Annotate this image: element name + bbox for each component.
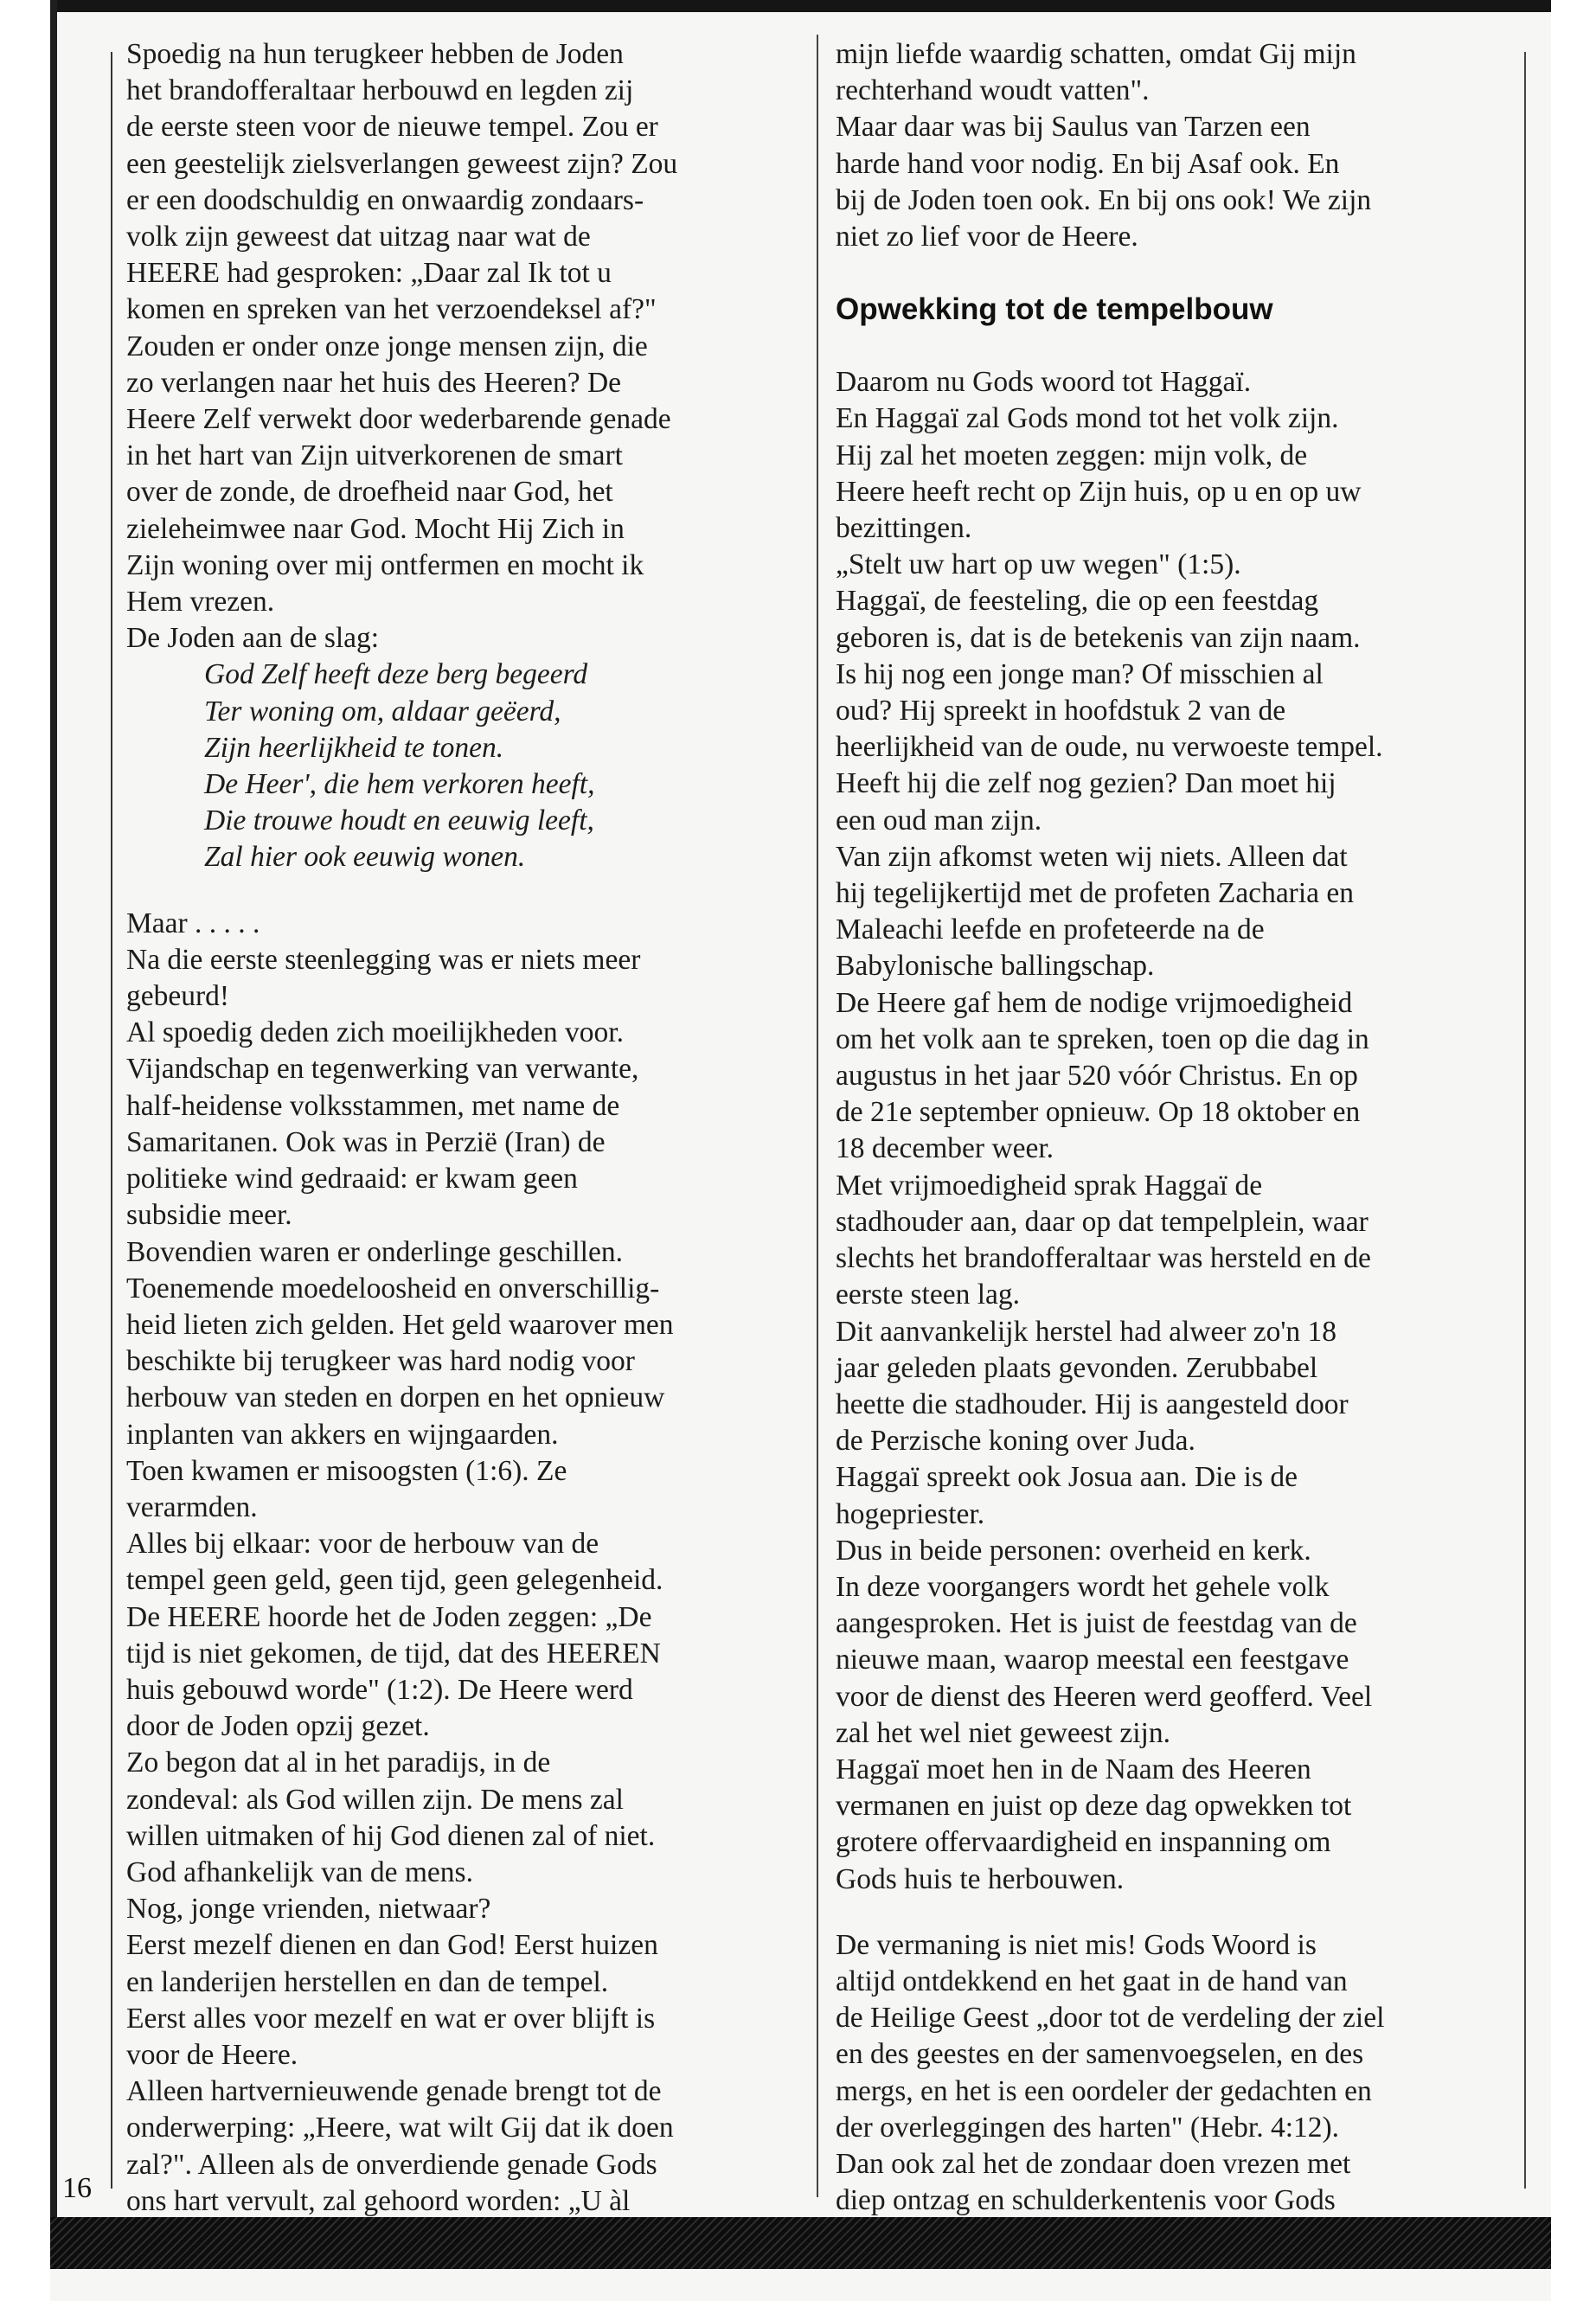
text-line: Nog, jonge vrienden, nietwaar? xyxy=(126,1893,491,1926)
text-line: in het hart van Zijn uitverkorenen de smart xyxy=(126,439,623,472)
text-line: de Perzische koning over Juda. xyxy=(836,1425,1195,1458)
text-line: huis gebouwd worde" (1:2). De Heere werd xyxy=(126,1673,633,1706)
text-line: Spoedig na hun terugkeer hebben de Joden xyxy=(126,38,624,70)
text-line: altijd ontdekkend en het gaat in de hand van xyxy=(836,1965,1348,1997)
text-line: harde hand voor nodig. En bij Asaf ook. En xyxy=(836,147,1340,180)
text-line: half-heidense volksstammen, met name de xyxy=(126,1089,620,1122)
text-line: heid lieten zich gelden. Het geld waarover men xyxy=(126,1308,674,1341)
text-line: en landerijen herstellen en dan de tempel. xyxy=(126,1965,609,1998)
text-line: God Zelf heeft deze berg begeerd xyxy=(204,658,588,691)
bottom-border-bar xyxy=(50,2217,1551,2269)
text-line: Dan ook zal het de zondaar doen vrezen met xyxy=(836,2147,1351,2180)
text-line: hij tegelijkertijd met de profeten Zacharia en xyxy=(836,877,1355,910)
text-line: tempel geen geld, geen tijd, geen gelegenheid. xyxy=(126,1564,663,1597)
text-line: „Stelt uw hart op uw wegen" (1:5). xyxy=(836,548,1241,581)
text-line: Dit aanvankelijk herstel had alweer zo'n 18 xyxy=(836,1315,1337,1348)
text-line: zal?". Alleen als de onverdiende genade Gods xyxy=(126,2148,657,2181)
text-line: Toenemende moedeloosheid en onverschillig- xyxy=(126,1272,660,1304)
text-line: politieke wind gedraaid: er kwam geen xyxy=(126,1163,578,1195)
text-line: een oud man zijn. xyxy=(836,804,1042,836)
text-line: nieuwe maan, waarop meestal een feestgave xyxy=(836,1644,1349,1676)
text-line: Zal hier ook eeuwig wonen. xyxy=(204,841,526,874)
text-line: gebeurd! xyxy=(126,980,230,1013)
right-paragraph-2 xyxy=(836,364,1510,1898)
text-line: HEERE had gesproken: „Daar zal Ik tot u xyxy=(126,257,612,290)
text-line: Maar . . . . . xyxy=(126,907,260,939)
text-line: niet zo lief voor de Heere. xyxy=(836,221,1138,253)
right-paragraph-1 xyxy=(836,36,1510,255)
text-line: En Haggaï zal Gods mond tot het volk zijn. xyxy=(836,402,1339,435)
text-line: door de Joden opzij gezet. xyxy=(126,1710,430,1743)
text-line: In deze voorgangers wordt het gehele volk xyxy=(836,1570,1330,1603)
text-line: jaar geleden plaats gevonden. Zerubbabel xyxy=(836,1351,1318,1384)
text-line: en des geestes en der samenvoegselen, en des xyxy=(836,2038,1364,2071)
text-line: herbouw van steden en dorpen en het opnieuw xyxy=(126,1381,665,1414)
text-line: Gods huis te herbouwen. xyxy=(836,1862,1125,1895)
text-line: Maleachi leefde en profeteerde na de xyxy=(836,913,1265,946)
text-line: ons hart vervult, zal gehoord worden: „U àl xyxy=(126,2184,631,2217)
text-line: De Joden aan de slag: xyxy=(126,622,380,655)
paragraph-gap xyxy=(836,1898,1510,1927)
text-line: aangesproken. Het is juist de feestdag van de xyxy=(836,1607,1357,1640)
text-line: Ter woning om, aldaar geëerd, xyxy=(204,695,561,727)
text-line: Maar daar was bij Saulus van Tarzen een xyxy=(836,111,1311,144)
text-line: een geestelijk zielsverlangen geweest zijn? Zou xyxy=(126,147,678,180)
text-line: over de zonde, de droefheid naar God, het xyxy=(126,476,613,509)
text-line: zondeval: als God willen zijn. De mens zal xyxy=(126,1783,624,1816)
text-line: Hij zal het moeten zeggen: mijn volk, de xyxy=(836,439,1308,471)
text-line: om het volk aan te spreken, toen op die dag in xyxy=(836,1022,1369,1055)
text-line: Eerst alles voor mezelf en wat er over blijft is xyxy=(126,2002,656,2035)
text-line: er een doodschuldig en onwaardig zondaars- xyxy=(126,183,644,216)
text-line: Heeft hij die zelf nog gezien? Dan moet hij xyxy=(836,767,1336,800)
text-line: volk zijn geweest dat uitzag naar wat de xyxy=(126,221,591,253)
text-line: zieleheimwee naar God. Mocht Hij Zich in xyxy=(126,512,625,545)
text-line: vermanen en juist op deze dag opwekken tot xyxy=(836,1790,1352,1823)
right-paragraph-3 xyxy=(836,1927,1510,2220)
text-line: oud? Hij spreekt in hoofdstuk 2 van de xyxy=(836,695,1286,727)
right-text-column xyxy=(836,36,1510,2219)
text-line: Alles bij elkaar: voor de herbouw van de xyxy=(126,1528,599,1561)
text-line: Die trouwe houdt en eeuwig leeft, xyxy=(204,804,594,837)
text-line: mergs, en het is een oordeler der gedachten en xyxy=(836,2074,1372,2107)
text-line: Dus in beide personen: overheid en kerk. xyxy=(836,1534,1311,1567)
text-line: Toen kwamen er misoogsten (1:6). Ze xyxy=(126,1454,567,1487)
text-line: Hem vrezen. xyxy=(126,586,275,619)
text-line: Na die eerste steenlegging was er niets meer xyxy=(126,943,641,976)
text-line: Babylonische ballingschap. xyxy=(836,950,1155,983)
text-line: Alleen hartvernieuwende genade brengt tot de xyxy=(126,2075,662,2108)
text-line: mijn liefde waardig schatten, omdat Gij mijn xyxy=(836,38,1356,70)
text-line: Daarom nu Gods woord tot Haggaï. xyxy=(836,366,1252,399)
text-line: komen en spreken van het verzoendeksel af?" xyxy=(126,293,657,326)
text-line: voor de Heere. xyxy=(126,2038,298,2071)
text-line: zal het wel niet geweest zijn. xyxy=(836,1716,1170,1749)
text-line: De Heere gaf hem de nodige vrijmoedigheid xyxy=(836,986,1353,1019)
text-line: God afhankelijk van de mens. xyxy=(126,1856,473,1888)
column-divider-rule xyxy=(817,35,818,2197)
text-line: de Heilige Geest „door tot de verdeling der ziel xyxy=(836,2002,1385,2035)
text-line: hogepriester. xyxy=(836,1497,985,1530)
text-line: Heere Zelf verwekt door wederbarende genade xyxy=(126,403,671,436)
text-line: bij de Joden toen ook. En bij ons ook! We zijn xyxy=(836,183,1372,216)
text-line: voor de dienst des Heeren werd geofferd. Veel xyxy=(836,1680,1373,1713)
text-line: diep ontzag en schulderkentenis voor Gods xyxy=(836,2184,1336,2217)
text-line: Vijandschap en tegenwerking van verwante, xyxy=(126,1053,639,1086)
left-margin-rule xyxy=(111,52,112,2189)
right-margin-rule xyxy=(1524,52,1526,2189)
text-line: Haggaï, de feesteling, die op een feestdag xyxy=(836,585,1319,618)
text-line: slechts het brandofferaltaar was hersteld en de xyxy=(836,1242,1371,1275)
text-line: Heere heeft recht op Zijn huis, op u en op uw xyxy=(836,475,1362,508)
text-line: Zouden er onder onze jonge mensen zijn, die xyxy=(126,330,648,362)
text-line: 18 december weer. xyxy=(836,1132,1054,1165)
text-line: rechterhand woudt vatten". xyxy=(836,74,1150,107)
section-heading: Opwekking tot de tempelbouw xyxy=(836,292,1273,327)
top-border-bar xyxy=(50,0,1551,12)
text-line: grotere offervaardigheid en inspanning om xyxy=(836,1826,1331,1859)
text-line: Eerst mezelf dienen en dan God! Eerst huizen xyxy=(126,1929,658,1962)
text-line: Haggaï moet hen in de Naam des Heeren xyxy=(836,1753,1311,1785)
text-line: heerlijkheid van de oude, nu verwoeste tempel. xyxy=(836,731,1383,764)
left-edge-shadow xyxy=(50,0,57,2249)
text-line: de 21e september opnieuw. Op 18 oktober en xyxy=(836,1096,1361,1129)
text-line: Samaritanen. Ook was in Perzië (Iran) de xyxy=(126,1125,606,1158)
text-line: subsidie meer. xyxy=(126,1199,292,1232)
text-line: eerste steen lag. xyxy=(836,1279,1020,1311)
text-line: stadhouder aan, daar op dat tempelplein, waar xyxy=(836,1205,1368,1238)
text-line: De vermaning is niet mis! Gods Woord is xyxy=(836,1928,1317,1961)
text-line: inplanten van akkers en wijngaarden. xyxy=(126,1418,559,1451)
text-line: Bovendien waren er onderlinge geschillen. xyxy=(126,1235,623,1268)
text-line: De Heer', die hem verkoren heeft, xyxy=(204,768,595,801)
text-line: augustus in het jaar 520 vóór Christus. En op xyxy=(836,1060,1358,1093)
text-line: Van zijn afkomst weten wij niets. Alleen dat xyxy=(836,840,1348,873)
text-line: Zijn woning over mij ontfermen en mocht ik xyxy=(126,548,644,581)
text-line: onderwerping: „Heere, wat wilt Gij dat ik doen xyxy=(126,2112,674,2144)
text-line: Met vrijmoedigheid sprak Haggaï de xyxy=(836,1169,1263,1202)
psalm-quote xyxy=(126,657,792,875)
text-line: beschikte bij terugkeer was hard nodig voor xyxy=(126,1345,635,1378)
text-line: zo verlangen naar het huis des Heeren? De xyxy=(126,366,622,399)
text-line: De HEERE hoorde het de Joden zeggen: „De xyxy=(126,1600,652,1633)
text-line: Is hij nog een jonge man? Of misschien al xyxy=(836,657,1324,690)
text-line: Haggaï spreekt ook Josua aan. Die is de xyxy=(836,1461,1298,1494)
text-line: der overleggingen des harten" (Hebr. 4:12). xyxy=(836,2111,1340,2144)
left-paragraph-1 xyxy=(126,36,792,657)
text-line: willen uitmaken of hij God dienen zal of niet. xyxy=(126,1819,656,1852)
text-line: het brandofferaltaar herbouwd en legden zij xyxy=(126,74,634,107)
page-number: 16 xyxy=(62,2172,92,2204)
text-line: verarmden. xyxy=(126,1490,258,1523)
text-line: bezittingen. xyxy=(836,512,972,545)
text-line: geboren is, dat is de betekenis van zijn naam. xyxy=(836,621,1361,654)
text-line: heette die stadhouder. Hij is aangesteld door xyxy=(836,1388,1349,1420)
left-paragraph-2 xyxy=(126,906,792,2220)
text-line: tijd is niet gekomen, de tijd, dat des HEEREN xyxy=(126,1637,661,1670)
text-line: Zijn heerlijkheid te tonen. xyxy=(204,731,504,764)
text-line: de eerste steen voor de nieuwe tempel. Zou er xyxy=(126,111,658,144)
left-text-column xyxy=(126,36,792,2220)
text-line: Zo begon dat al in het paradijs, in de xyxy=(126,1747,551,1779)
text-line: Al spoedig deden zich moeilijkheden voor. xyxy=(126,1016,624,1049)
